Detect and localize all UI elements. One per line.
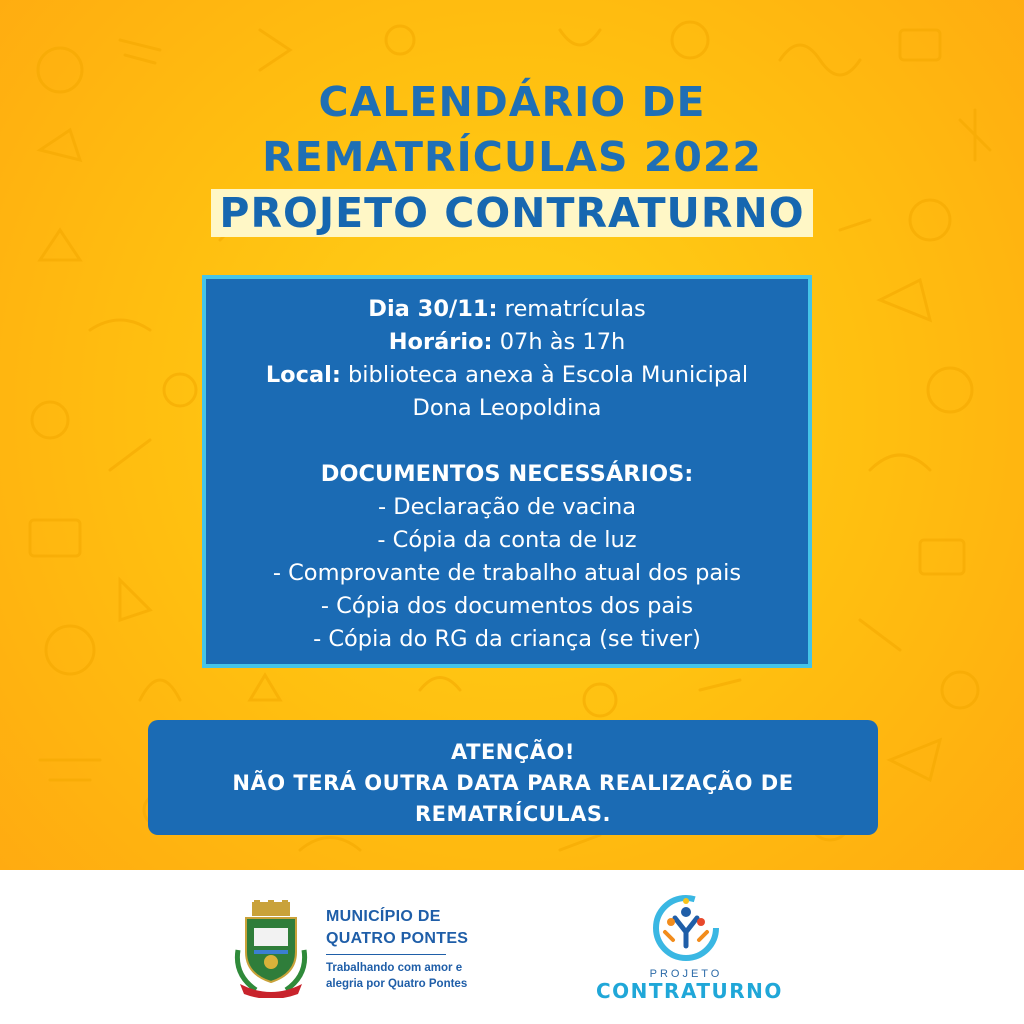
slogan-line-1: Trabalhando com amor e	[326, 962, 463, 974]
place-label: Local:	[265, 362, 341, 388]
document-item: - Cópia da conta de luz	[377, 527, 637, 553]
title-line-2: REMATRÍCULAS 2022	[262, 133, 762, 181]
municipality-name-2: QUATRO PONTES	[326, 930, 469, 947]
time-label: Horário:	[388, 329, 493, 355]
footer	[0, 870, 1024, 1024]
title-highlight: PROJETO CONTRATURNO	[211, 189, 812, 237]
slogan-line-2: alegria por Quatro Pontes	[326, 978, 468, 990]
date-label: Dia 30/11:	[368, 296, 498, 322]
date-value: rematrículas	[497, 296, 646, 322]
documents-title: DOCUMENTOS NECESSÁRIOS:	[320, 461, 694, 487]
warning-heading: ATENÇÃO!	[451, 740, 575, 764]
poster-title	[0, 75, 1024, 237]
project-label-big: CONTRATURNO	[596, 979, 783, 1003]
document-item: - Comprovante de trabalho atual dos pais	[272, 560, 742, 586]
municipality-crest-logo	[232, 900, 310, 998]
warning-text-2: REMATRÍCULAS.	[414, 802, 612, 826]
document-item: - Cópia do RG da criança (se tiver)	[313, 626, 701, 652]
date-row	[206, 293, 808, 326]
place-row	[206, 359, 808, 392]
place-value: biblioteca anexa à Escola Municipal	[340, 362, 749, 388]
warning-box	[148, 720, 878, 835]
project-label-small: PROJETO	[649, 968, 723, 980]
municipality-name-1: MUNICÍPIO DE	[326, 908, 441, 925]
place-value-continued: Dona Leopoldina	[412, 395, 602, 421]
project-emblem-icon	[651, 892, 721, 964]
time-row	[206, 326, 808, 359]
municipality-text	[326, 906, 468, 992]
title-line-1: CALENDÁRIO DE	[318, 78, 706, 126]
document-item: - Cópia dos documentos dos pais	[320, 593, 694, 619]
time-value: 07h às 17h	[492, 329, 626, 355]
project-logo	[596, 892, 783, 1012]
warning-text-1: NÃO TERÁ OUTRA DATA PARA REALIZAÇÃO DE	[232, 771, 794, 795]
document-item: - Declaração de vacina	[377, 494, 636, 520]
info-box	[202, 275, 812, 668]
